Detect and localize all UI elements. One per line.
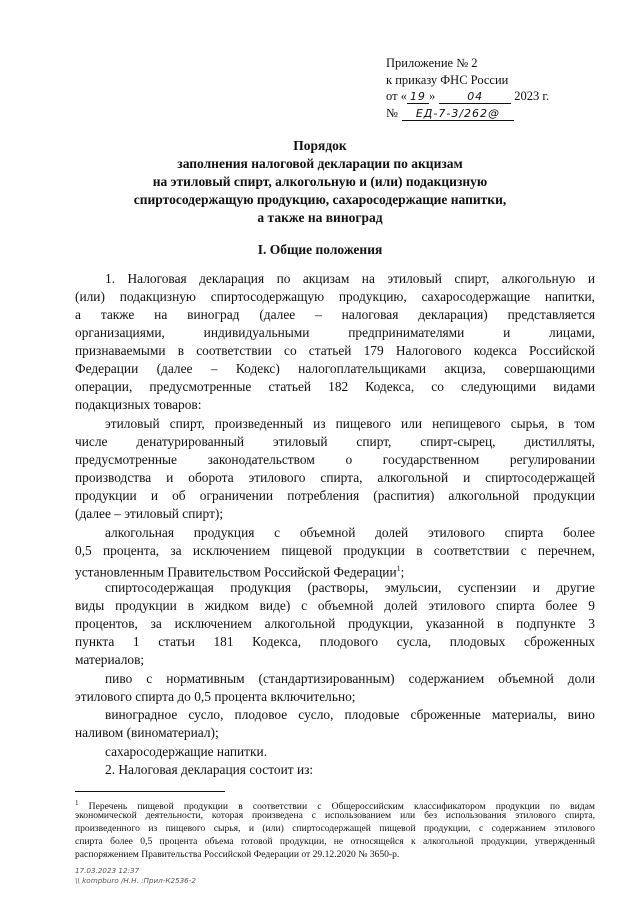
date-month: 04: [439, 90, 511, 104]
body-line: Федерации (далее – Кодекс) налогоплательщиками акциза, совершающими: [75, 361, 595, 376]
file-path: \\ kompburo /Н.Н. :Прил-К2536-2: [75, 876, 196, 885]
appendix-date: [386, 88, 549, 105]
title-line: на этиловый спирт, алкогольную и (или) подакцизную: [152, 174, 488, 189]
title-line: а также на виноград: [257, 210, 383, 225]
body-line: операции, предусмотренные статьей 182 Кодекса, со следующими видами: [75, 379, 595, 394]
body-line: пиво с нормативным (стандартизированным) содержанием объемной доли: [105, 671, 595, 686]
appendix-block: [386, 55, 549, 121]
body-line: 0,5 процента, за исключением пищевой продукции в соответствии с перечнем,: [75, 543, 595, 558]
section-heading: I. Общие положения: [257, 242, 383, 257]
body-line: спиртосодержащая продукция (растворы, эмульсии, суспензии и другие: [105, 580, 595, 595]
body-line: организациями, индивидуальными предпринимателями и лицами,: [75, 325, 595, 340]
body-line: этилового спирта до 0,5 процента включительно;: [75, 689, 356, 704]
body-line: материалов;: [75, 652, 145, 667]
footnote-line: экономической деятельности, которая произведена с использованием или без использования этилового спирта,: [75, 810, 595, 821]
title-line: заполнения налоговой декларации по акцизам: [177, 156, 463, 171]
body-line: этиловый спирт, произведенный из пищевого или непищевого сырья, в том: [105, 416, 595, 431]
appendix-line-1: Приложение № 2: [386, 56, 478, 70]
body-line: продукции и об ограничении потребления (распития) алкогольной продукции: [75, 488, 595, 503]
body-line: виды продукции в жидком виде) с объемной долей этилового спирта более 9: [75, 598, 595, 613]
body-line: процентов, за исключением алкогольной продукции, указанной в подпункте 3: [75, 616, 595, 631]
body-line: числе денатурированный этиловый спирт, спирт-сырец, дистилляты,: [75, 434, 595, 449]
body-line: а также на виноград (далее – налоговая декларация) представляется: [75, 307, 595, 322]
body-line: предусмотренные законодательством о государственном регулировании: [75, 452, 595, 467]
file-timestamp: 17.03.2023 12:37: [75, 866, 140, 875]
body-line: алкогольная продукция с объемной долей этилового спирта более: [105, 525, 595, 540]
body-line: подакцизных товаров:: [75, 397, 202, 412]
body-line: виноградное сусло, плодовое сусло, плодовые сброженные материалы, вино: [105, 707, 595, 722]
body-line: (далее – этиловый спирт);: [75, 506, 224, 521]
body-line: признаваемыми в соответствии со статьей 179 Налогового кодекса Российской: [75, 343, 595, 358]
body-line: наливом (виноматериал);: [75, 725, 219, 740]
footnote-ref-tail: ;: [400, 564, 405, 580]
footnote-line: произведенного из пищевого сырья, и (или) спиртосодержащей пищевой продукции, с содержанием этилового: [75, 823, 595, 834]
number-prefix: №: [386, 105, 398, 120]
footnote-ref: 1: [396, 564, 401, 573]
footnote-line: спирта более 0,5 процента объема готовой продукции, не относящейся к алкогольной продукции, утвержденный: [75, 836, 595, 847]
body-line: [75, 560, 595, 580]
date-year: 2023 г.: [514, 89, 550, 103]
appendix-line-2: к приказу ФНС России: [386, 72, 509, 87]
title-line: Порядок: [293, 138, 347, 153]
date-prefix: от «: [386, 89, 407, 103]
title-line: спиртосодержащую продукцию, сахаросодержащие напитки,: [133, 192, 507, 207]
order-number: ЕД-7-3/262@: [402, 107, 514, 121]
document-title: [0, 137, 640, 227]
body-line-text: установленным Правительством Российской Федерации: [75, 564, 397, 580]
date-sep: »: [428, 89, 436, 103]
body-line: 1. Налоговая декларация по акцизам на этиловый спирт, алкогольную и: [105, 271, 595, 286]
body-line: пункта 1 статьи 181 Кодекса, плодового сусла, плодовых сброженных: [75, 634, 595, 649]
footnote-separator: [75, 791, 225, 792]
footnote-number: 1: [75, 799, 79, 807]
date-day: 19: [407, 90, 429, 104]
footnote-text: Перечень пищевой продукции в соответствии с Общероссийским классификатором продукции по видам: [88, 801, 595, 813]
body-line: производства и оборота этилового спирта, алкогольной и спиртосодержащей: [75, 470, 595, 485]
footnote-line: распоряжением Правительства Российской Федерации от 29.12.2020 № 3650-р.: [75, 849, 400, 860]
body-line: (или) подакцизную спиртосодержащую продукцию, сахаросодержащие напитки,: [75, 289, 595, 304]
body-line: 2. Налоговая декларация состоит из:: [105, 762, 314, 777]
appendix-number: [386, 105, 549, 122]
body-line: сахаросодержащие напитки.: [105, 744, 268, 759]
